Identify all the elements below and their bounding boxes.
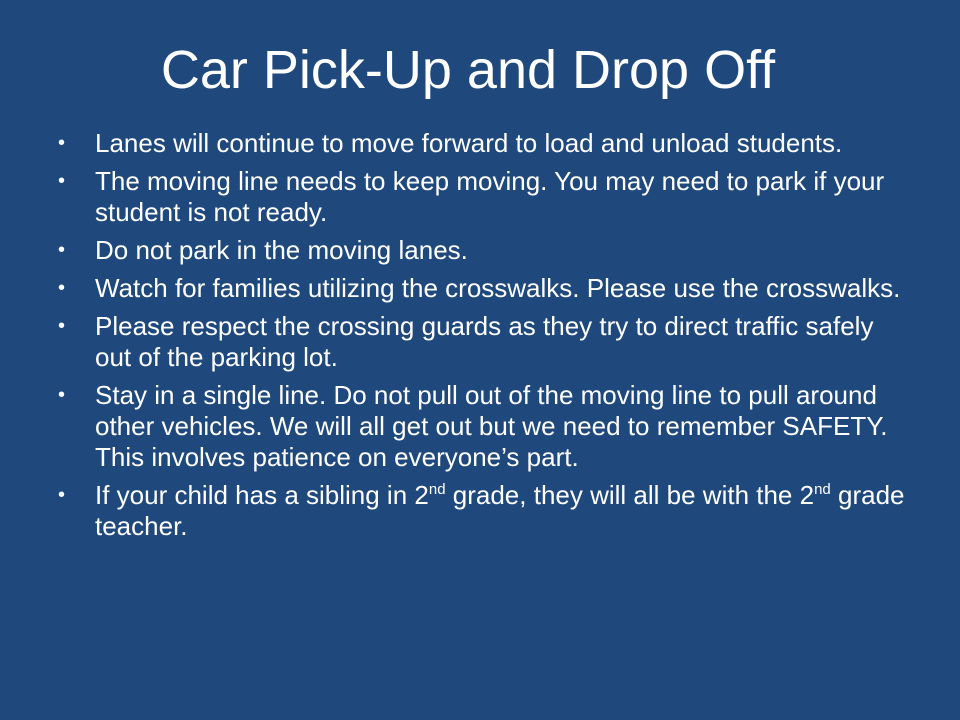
- bullet-text: Watch for families utilizing the crosswalks. Please use the crosswalks.: [95, 273, 901, 303]
- bullet-list: [58, 128, 908, 549]
- bullet-text: Do not park in the moving lanes.: [95, 235, 468, 265]
- bullet-text: Please respect the crossing guards as they try to direct traffic safely out of the parking lot.: [95, 311, 874, 372]
- bullet-text: The moving line needs to keep moving. You may need to park if your student is not ready.: [95, 166, 885, 227]
- bullet-text-part: If your child has a sibling in 2: [95, 480, 429, 510]
- ordinal-superscript: nd: [814, 481, 831, 498]
- bullet-dot-icon: •: [58, 239, 66, 261]
- bullet-text-part: grade, they will all be with the 2: [445, 480, 815, 510]
- bullet-item: [58, 273, 908, 304]
- bullet-text-part: grade teacher.: [95, 480, 905, 541]
- bullet-item: [58, 128, 908, 159]
- bullet-dot-icon: •: [58, 277, 66, 299]
- bullet-item: [58, 380, 908, 473]
- bullet-text: [95, 480, 905, 541]
- bullet-text: Lanes will continue to move forward to load and unload students.: [95, 128, 843, 158]
- bullet-dot-icon: •: [58, 484, 66, 506]
- bullet-text: Stay in a single line. Do not pull out of the moving line to pull around other vehicles. We will all get out but we need to remember SAFETY. This involves patience on everyone’s part.: [95, 380, 888, 472]
- bullet-item: [58, 166, 908, 228]
- slide-title: Car Pick-Up and Drop Off: [160, 40, 776, 100]
- bullet-dot-icon: •: [58, 170, 66, 192]
- bullet-dot-icon: •: [58, 384, 66, 406]
- bullet-item: [58, 480, 908, 542]
- bullet-item: [58, 311, 908, 373]
- bullet-dot-icon: •: [58, 132, 66, 154]
- ordinal-superscript: nd: [428, 481, 446, 498]
- bullet-dot-icon: •: [58, 315, 66, 337]
- bullet-item: [58, 235, 908, 266]
